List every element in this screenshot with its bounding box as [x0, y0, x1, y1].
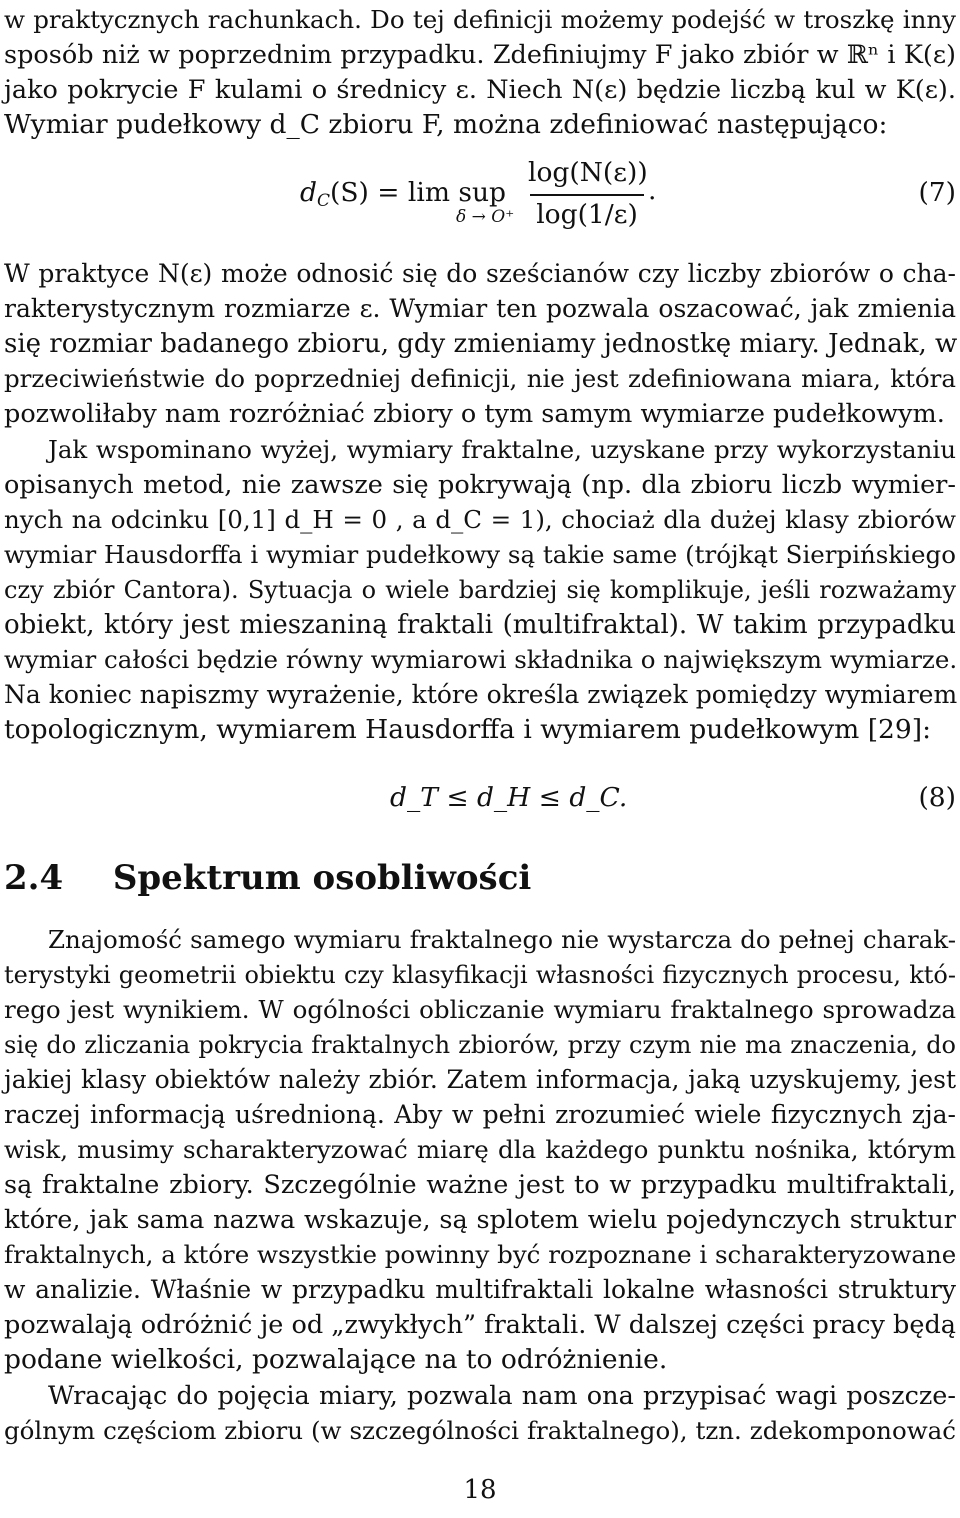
text-line: Wymiar pudełkowy d_C zbioru F, można zdefiniować następująco: — [4, 109, 888, 140]
eq7-lhs-rest: (S) = lim sup — [329, 177, 506, 208]
text-line: jako pokrycie F kulami o średnicy ε. Niech N(ε) będzie liczbą kul w K(ε). — [4, 75, 956, 105]
text-line: w analizie. Właśnie w przypadku multifraktali lokalne własności struktury — [4, 1275, 956, 1304]
text-line: pozwoliłaby nam rozróżniać zbiory o tym samym wymiarze pudełkowym. — [4, 399, 945, 429]
text-line: podane wielkości, pozwalające na to odróżnienie. — [4, 1344, 668, 1375]
equation-number: (7) — [918, 177, 956, 208]
text-line: przeciwieństwie do poprzedniej definicji, nie jest zdefiniowana miara, która — [4, 364, 956, 393]
text-line: Na koniec napiszmy wyrażenie, które określa związek pomiędzy wymiarem — [4, 680, 958, 709]
text-line: się do zliczania pokrycia fraktalnych zbiorów, przy czym nie ma znaczenia, do — [4, 1031, 956, 1059]
equation-8 — [4, 778, 956, 822]
text-line: terystyki geometrii obiektu czy klasyfikacji własności fizycznych procesu, któ- — [4, 961, 956, 989]
text-line: opisanych metod, nie zawsze się pokrywają (np. dla zbioru liczb wymier- — [4, 470, 956, 500]
text-line: rakterystycznym rozmiarze ε. Wymiar ten pozwala oszacować, jak zmienia — [4, 294, 956, 323]
text-line: w praktycznych rachunkach. Do tej definicji możemy podejść w troszkę inny — [4, 5, 956, 34]
text-line: jakiej klasy obiektów należy zbiór. Zatem informacja, jaką uzyskujemy, jest — [4, 1065, 956, 1094]
text-line: są fraktalne zbiory. Szczególnie ważne jest to w przypadku multifraktali, — [4, 1170, 956, 1200]
text-line: rego jest wynikiem. W ogólności obliczanie wymiaru fraktalnego sprowadza — [4, 995, 956, 1024]
equation-number: (8) — [918, 782, 956, 813]
text-line: obiekt, który jest mieszaniną fraktali (multifraktal). W takim przypadku — [4, 610, 956, 640]
text-line: gólnym częściom zbioru (w szczególności fraktalnego), tzn. zdekomponować — [4, 1416, 956, 1445]
eq7-denominator: log(1/ε) — [536, 199, 638, 230]
text-line: się rozmiar badanego zbioru, gdy zmieniamy jednostkę miary. Jednak, w — [4, 329, 958, 359]
eq7-lhs-sub: C — [316, 191, 330, 211]
section-title: Spektrum osobliwości — [112, 858, 532, 898]
section-number: 2.4 — [4, 858, 64, 898]
text-line: które, jak sama nazwa wskazuje, są splotem wielu pojedynczych struktur — [4, 1205, 956, 1235]
text-line: czy zbiór Cantora). Sytuacja o wiele bardziej się komplikuje, jeśli rozważamy — [4, 576, 956, 604]
text-line: wymiar całości będzie równy wymiarowi składnika o największym wymiarze. — [4, 645, 958, 674]
text-line: W praktyce N(ε) może odnosić się do sześcianów czy liczby zbiorów o cha- — [4, 259, 956, 288]
page-number: 18 — [463, 1475, 497, 1505]
section-heading — [4, 856, 531, 900]
text-line: nych na odcinku [0,1] d_H = 0 , a d_C = 1), chociaż dla dużej klasy zbiorów — [4, 505, 956, 534]
text-line: raczej informacją uśrednioną. Aby w pełni zrozumieć wiele fizycznych zja- — [4, 1100, 956, 1129]
text-line: pozwalają odróżnić je od „zwykłych” fraktali. W dalszej części pracy będą — [4, 1310, 956, 1340]
eq7-dot: . — [648, 175, 657, 206]
text-line: Znajomość samego wymiaru fraktalnego nie wystarcza do pełnej charak- — [48, 925, 956, 954]
text-line: topologicznym, wymiarem Hausdorffa i wymiarem pudełkowym [29]: — [4, 714, 932, 745]
text-line: fraktalnych, a które wszystkie powinny być rozpoznane i scharakteryzowane — [4, 1240, 957, 1269]
text-line: wisk, musimy scharakteryzować miarę dla każdego punktu nośnika, którym — [4, 1135, 956, 1164]
text-line: Wracając do pojęcia miary, pozwala nam ona przypisać wagi poszcze- — [48, 1381, 956, 1411]
eq8-expression: d_T ≤ d_H ≤ d_C. — [390, 782, 628, 813]
eq7-lhs: d — [300, 177, 317, 208]
text-line: sposób niż w poprzednim przypadku. Zdefiniujmy F jako zbiór w ℝⁿ i K(ε) — [4, 40, 956, 70]
eq7-limit: δ → O⁺ — [456, 207, 515, 227]
eq7-numerator: log(N(ε)) — [528, 157, 648, 188]
text-line: wymiar Hausdorffa i wymiar pudełkowy są takie same (trójkąt Sierpińskiego — [4, 540, 956, 569]
fraction-bar — [530, 194, 644, 196]
text-line: Jak wspominano wyżej, wymiary fraktalne, uzyskane przy wykorzystaniu — [48, 435, 956, 464]
equation-7 — [4, 155, 956, 235]
